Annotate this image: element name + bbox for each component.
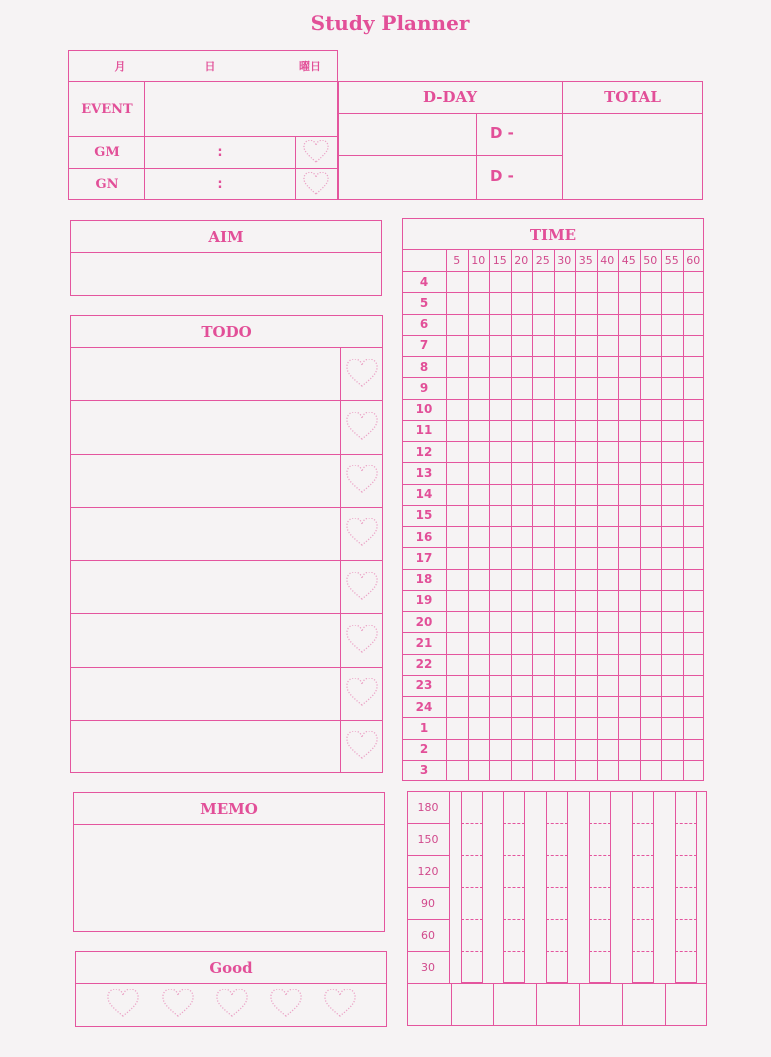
hour-label: 10 <box>415 402 433 417</box>
graph-tick-label: 90 <box>421 896 435 910</box>
graph-subject-field[interactable] <box>538 985 577 1024</box>
heart-outline-icon[interactable] <box>344 465 380 495</box>
heart-outline-icon[interactable] <box>214 989 250 1019</box>
hour-label: 13 <box>415 465 433 480</box>
dday-event-field-1[interactable] <box>340 115 474 153</box>
hour-label: 4 <box>419 274 429 289</box>
minute-header: 60 <box>686 253 701 267</box>
todo-item-field[interactable] <box>72 349 338 398</box>
hour-label: 11 <box>415 423 433 438</box>
heart-outline-icon[interactable] <box>344 412 380 442</box>
gm-time-separator: : <box>217 144 223 160</box>
todo-item-field[interactable] <box>72 509 338 558</box>
todo-item-field[interactable] <box>72 669 338 718</box>
gn-time-separator: : <box>217 176 223 192</box>
graph-subject-field[interactable] <box>581 985 620 1024</box>
memo-field[interactable] <box>75 826 383 930</box>
graph-subject-field[interactable] <box>667 985 705 1024</box>
todo-item-field[interactable] <box>72 722 338 771</box>
hour-label: 7 <box>419 338 429 353</box>
minute-header: 15 <box>492 253 507 267</box>
heart-outline-icon[interactable] <box>344 731 380 761</box>
hour-label: 2 <box>419 742 429 757</box>
total-label: TOTAL <box>604 88 661 106</box>
heart-outline-icon[interactable] <box>105 989 141 1019</box>
hour-label: 21 <box>415 635 433 650</box>
heart-outline-icon[interactable] <box>160 989 196 1019</box>
minute-header: 5 <box>453 253 461 267</box>
hour-label: 12 <box>415 444 433 459</box>
dday-label: D-DAY <box>422 88 478 106</box>
heart-outline-icon[interactable] <box>344 625 380 655</box>
todo-item-field[interactable] <box>72 562 338 611</box>
weekday-label: 曜日 <box>299 60 321 73</box>
todo-item-field[interactable] <box>72 615 338 664</box>
heart-outline-icon[interactable] <box>322 989 358 1019</box>
hour-label: 6 <box>419 317 429 332</box>
gm-label: GM <box>94 144 120 160</box>
good-label: Good <box>209 959 253 977</box>
event-label: EVENT <box>81 101 133 117</box>
heart-outline-icon[interactable] <box>302 140 330 164</box>
heart-outline-icon[interactable] <box>268 989 304 1019</box>
hour-label: 19 <box>415 593 433 608</box>
hour-label: 20 <box>415 614 433 629</box>
graph-tick-label: 60 <box>421 928 435 942</box>
event-field[interactable] <box>146 83 336 135</box>
graph-subject-field[interactable] <box>624 985 663 1024</box>
minute-header: 25 <box>535 253 550 267</box>
day-label: 日 <box>204 60 216 73</box>
page-title: Study Planner <box>310 11 470 35</box>
graph-tick-label: 180 <box>417 800 439 814</box>
todo-item-field[interactable] <box>72 456 338 505</box>
hour-label: 8 <box>419 359 429 374</box>
minute-header: 50 <box>643 253 658 267</box>
memo-label: MEMO <box>200 800 258 818</box>
minute-header: 45 <box>621 253 636 267</box>
minute-header: 30 <box>557 253 572 267</box>
minute-header: 10 <box>471 253 486 267</box>
hour-label: 18 <box>415 572 433 587</box>
heart-outline-icon[interactable] <box>344 678 380 708</box>
month-label: 月 <box>114 60 126 73</box>
hour-label: 17 <box>415 550 433 565</box>
graph-subject-field[interactable] <box>453 985 491 1024</box>
minute-header: 20 <box>514 253 529 267</box>
graph-subject-field[interactable] <box>495 985 534 1024</box>
graph-tick-label: 120 <box>417 864 439 878</box>
graph-subject-field[interactable] <box>409 985 449 1024</box>
dday-event-field-2[interactable] <box>340 157 474 198</box>
aim-label: AIM <box>208 228 244 246</box>
minute-header: 40 <box>600 253 615 267</box>
minute-header: 35 <box>578 253 593 267</box>
hour-label: 9 <box>419 380 429 395</box>
hour-label: 24 <box>415 699 433 714</box>
heart-outline-icon[interactable] <box>302 172 330 196</box>
hour-label: 1 <box>419 720 429 735</box>
hour-label: 15 <box>415 508 433 523</box>
heart-outline-icon[interactable] <box>344 518 380 548</box>
time-label: TIME <box>529 226 577 244</box>
gn-label: GN <box>95 176 119 192</box>
dday-prefix-2: D - <box>490 167 514 185</box>
hour-label: 3 <box>419 763 429 778</box>
hour-label: 23 <box>415 678 433 693</box>
hour-label: 14 <box>415 487 433 502</box>
todo-label: TODO <box>201 323 252 341</box>
total-field[interactable] <box>564 115 701 198</box>
aim-field[interactable] <box>72 254 380 294</box>
graph-tick-label: 30 <box>421 960 435 974</box>
hour-label: 16 <box>415 529 433 544</box>
graph-tick-label: 150 <box>417 832 439 846</box>
hour-label: 22 <box>415 657 433 672</box>
todo-item-field[interactable] <box>72 402 338 451</box>
heart-outline-icon[interactable] <box>344 572 380 602</box>
minute-header: 55 <box>664 253 679 267</box>
heart-outline-icon[interactable] <box>344 359 380 389</box>
dday-prefix-1: D - <box>490 124 514 142</box>
hour-label: 5 <box>419 295 429 310</box>
